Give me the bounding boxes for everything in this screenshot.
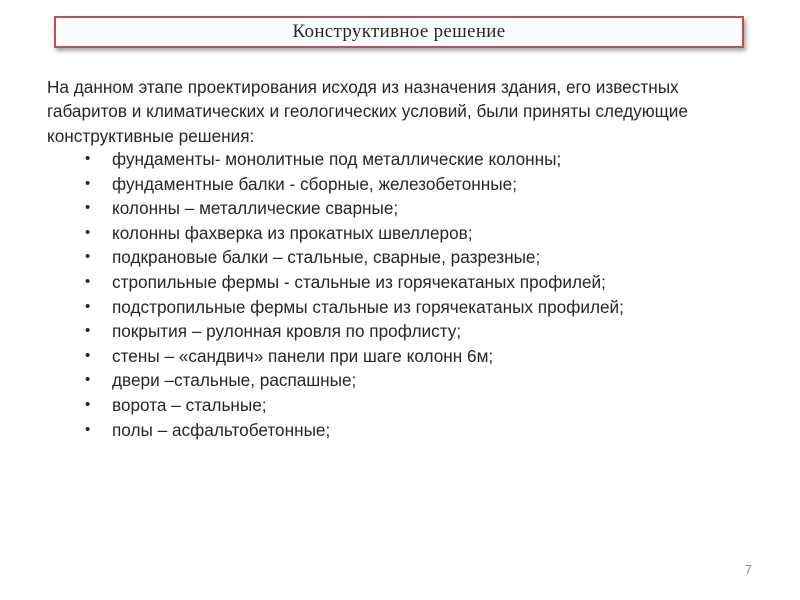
bullet-icon: • bbox=[85, 420, 91, 438]
bullet-icon: • bbox=[85, 248, 91, 266]
bullet-icon: • bbox=[85, 322, 91, 340]
slide-title: Конструктивное решение bbox=[292, 21, 506, 42]
list-item bbox=[85, 368, 624, 393]
bullet-icon: • bbox=[85, 297, 91, 315]
list-item bbox=[85, 319, 624, 344]
list-item bbox=[85, 295, 624, 320]
list-item-text: стены – «сандвич» панели при шаге колонн 6м; bbox=[112, 345, 494, 366]
list-item bbox=[85, 196, 624, 221]
bullet-icon: • bbox=[85, 174, 91, 192]
bullet-icon: • bbox=[85, 223, 91, 241]
list-item-text: ворота – стальные; bbox=[112, 394, 267, 415]
bullet-icon: • bbox=[85, 272, 91, 290]
bullet-icon: • bbox=[85, 395, 91, 413]
bullet-icon: • bbox=[85, 150, 91, 167]
list-item bbox=[85, 344, 624, 369]
list-item-text: колонны фахверка из прокатных швеллеров; bbox=[112, 222, 473, 243]
list-item bbox=[85, 270, 624, 295]
list-item-text: стропильные фермы - стальные из горячекатаных профилей; bbox=[112, 271, 606, 292]
list-item-text: подкрановые балки – стальные, сварные, разрезные; bbox=[112, 247, 541, 268]
bullet-icon: • bbox=[85, 199, 91, 217]
list-item bbox=[85, 245, 624, 270]
list-item-text: колонны – металлические сварные; bbox=[112, 198, 399, 219]
page-number: 7 bbox=[744, 562, 752, 577]
list-item-text: двери –стальные, распашные; bbox=[112, 370, 357, 391]
list-item-text: полы – асфальтобетонные; bbox=[112, 419, 331, 440]
intro-paragraph: На данном этапе проектирования исходя из назначения здания, его известных габаритов и климатических и геологических условий, были приняты следующие конструктивные решения: bbox=[47, 77, 688, 146]
bullet-icon: • bbox=[85, 346, 91, 364]
list-item bbox=[85, 418, 624, 443]
bullet-icon: • bbox=[85, 371, 91, 389]
list-item bbox=[85, 221, 624, 246]
bullet-list bbox=[85, 147, 624, 442]
list-item bbox=[85, 147, 624, 172]
list-item-text: подстропильные фермы стальные из горячекатаных профилей; bbox=[112, 296, 624, 317]
slide-title-box bbox=[54, 16, 744, 48]
list-item-text: покрытия – рулонная кровля по профлисту; bbox=[112, 321, 462, 342]
list-item-text: фундаменты- монолитные под металлические колонны; bbox=[112, 149, 562, 169]
list-item bbox=[85, 172, 624, 197]
list-item-text: фундаментные балки - сборные, железобетонные; bbox=[112, 173, 517, 194]
list-item bbox=[85, 393, 624, 418]
